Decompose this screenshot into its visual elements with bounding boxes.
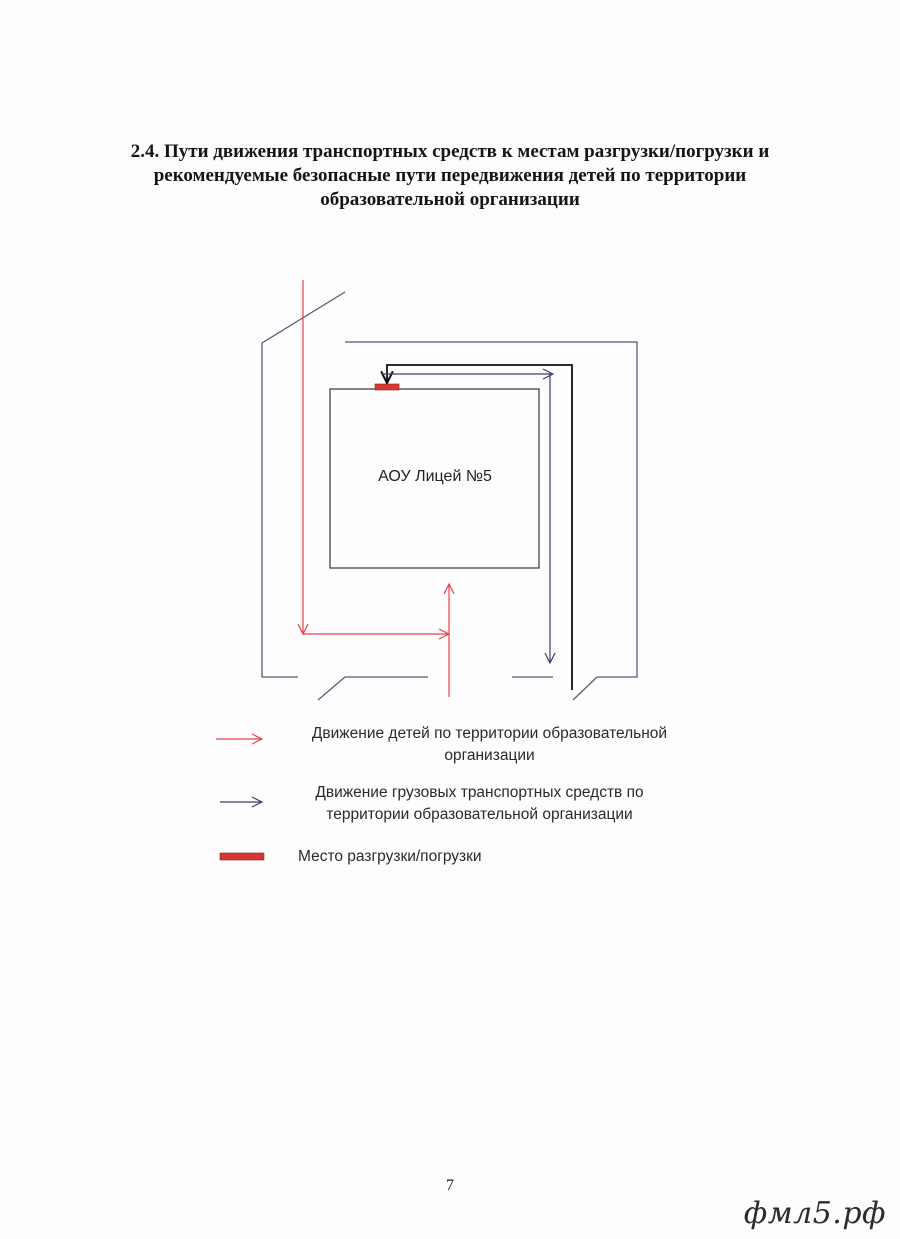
page-number: 7 (446, 1177, 454, 1194)
truck-route (382, 365, 572, 690)
fence-top-right (345, 342, 637, 700)
site-watermark: фмл5.рф (743, 1196, 886, 1231)
title-line-1: 2.4. Пути движения транспортных средств к местам разгрузки/погрузки и (130, 141, 770, 162)
truck-route-entry (387, 365, 572, 690)
loading-zone-marker (375, 384, 399, 390)
legend-children-route-label: Движение детей по территории образовательной организации (311, 725, 668, 764)
legend-loading-zone-swatch (220, 853, 264, 860)
fence-bottom-middle (318, 677, 428, 700)
legend-truck-route-label: Движение грузовых транспортных средств по территории образовательной организации (315, 784, 644, 823)
title-line-2: рекомендуемые безопасные пути передвижения детей по территории (153, 165, 747, 186)
legend-loading-zone-label: Место разгрузки/погрузки (298, 848, 482, 865)
building-label: АОУ Лицей №5 (378, 468, 492, 485)
title-line-3: образовательной организации (320, 189, 580, 210)
